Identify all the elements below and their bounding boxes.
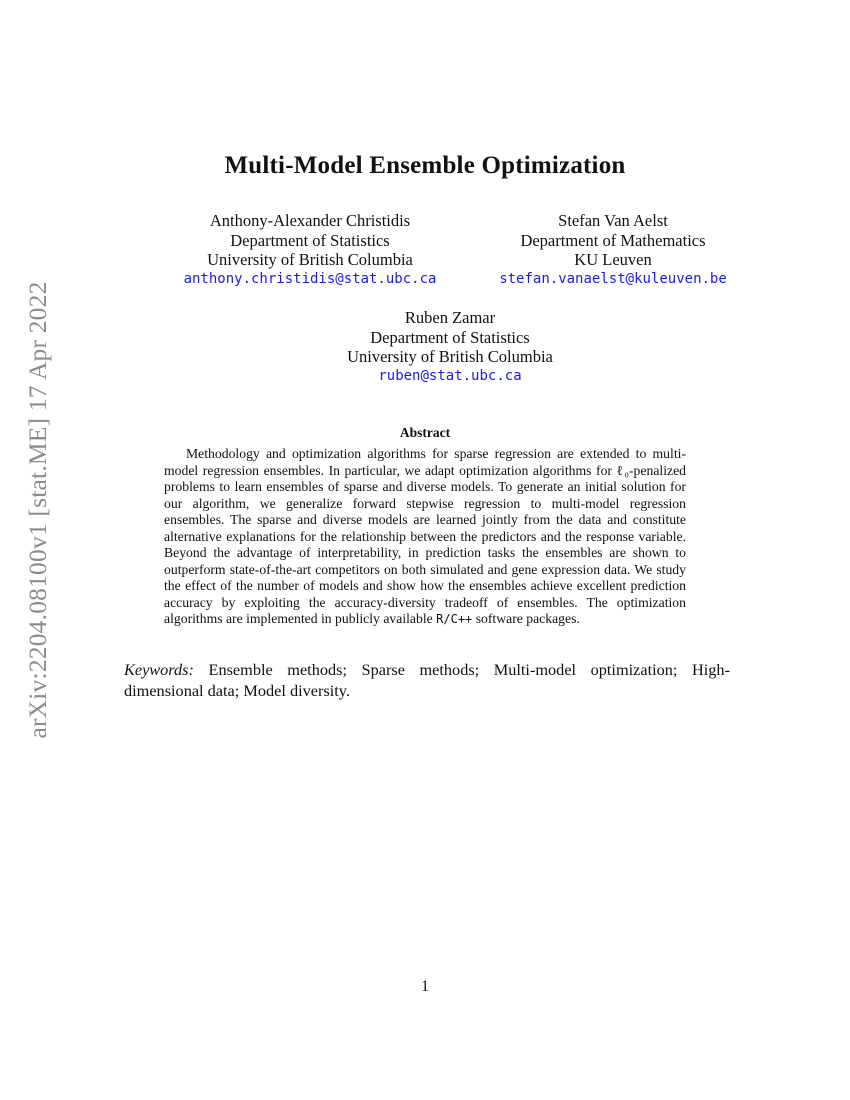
keywords-list: Ensemble methods; Sparse methods; Multi-model optimization; High-dimensional data; Model diversity. [124, 660, 730, 700]
author-department: Department of Statistics [230, 230, 390, 250]
keywords [124, 659, 730, 701]
author-institution: University of British Columbia [207, 250, 413, 270]
author-block [130, 211, 490, 290]
author-block [468, 211, 758, 290]
keywords-label: Keywords: [124, 660, 194, 679]
author-department: Department of Statistics [370, 327, 530, 347]
software-code-label: R/C++ [436, 612, 473, 626]
arxiv-identifier: arXiv:2204.08100v1 [stat.ME] 17 Apr 2022 [23, 281, 52, 739]
abstract-text-end: software packages. [472, 611, 580, 626]
author-institution: KU Leuven [574, 250, 652, 270]
author-email-link[interactable]: ruben@stat.ubc.ca [378, 368, 522, 385]
author-email-link[interactable]: stefan.vanaelst@kuleuven.be [499, 271, 727, 288]
author-institution: University of British Columbia [347, 347, 553, 367]
author-name: Anthony-Alexander Christidis [209, 211, 411, 230]
page-number: 1 [421, 978, 429, 995]
author-name: Stefan Van Aelst [558, 211, 668, 230]
abstract-heading: Abstract [399, 425, 451, 440]
abstract-text [164, 446, 686, 628]
paper-title: Multi-Model Ensemble Optimization [224, 152, 626, 179]
author-department: Department of Mathematics [520, 230, 706, 250]
author-name: Ruben Zamar [404, 308, 496, 327]
abstract-text-main: Methodology and optimization algorithms for sparse regression are extended to multi-model regression ensembles. In particular, we adapt optimization algorithms for ℓ₀-penalized problems to learn ensembles of sparse and diverse models. To generate an initial solution for our algorithm, we generalize forward stepwise regression to multi-model regression ensembles. The sparse and diverse models are learned jointly from the data and constitute alternative explanations for the relationship between the predictors and the response variable. Beyond the advantage of interpretability, in prediction tasks the ensembles are shown to outperform state-of-the-art competitors on both simulated and gene expression data. We study the effect of the number of models and show how the ensembles achieve excellent prediction accuracy by exploiting the accuracy-diversity tradeoff of ensembles. The optimization algorithms are implemented in publicly available [164, 446, 686, 626]
author-block [300, 308, 600, 387]
author-email-link[interactable]: anthony.christidis@stat.ubc.ca [183, 271, 437, 288]
